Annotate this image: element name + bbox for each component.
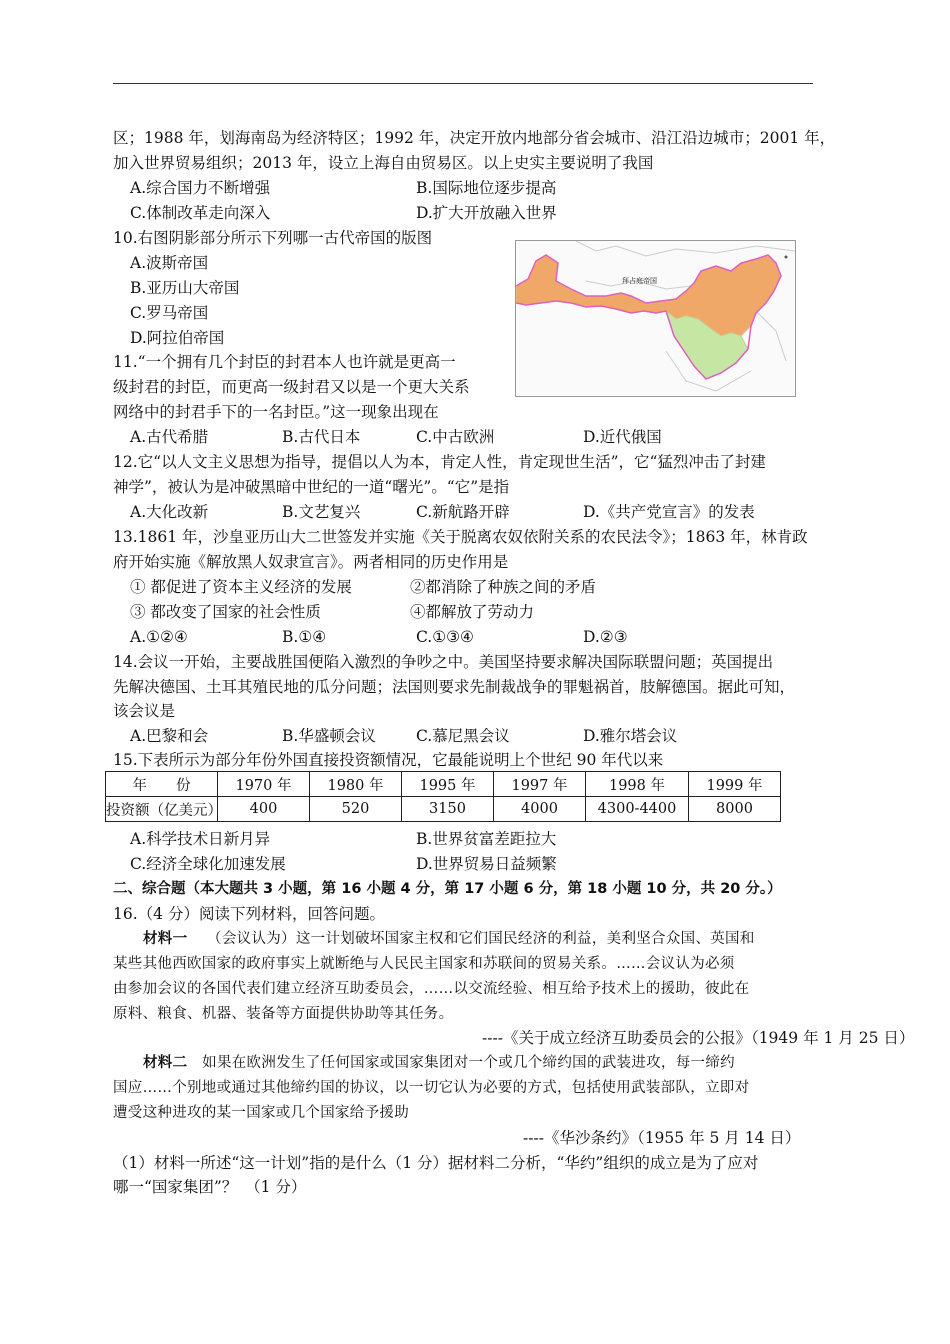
investment-table [105, 771, 781, 822]
table-cell: 8000 [689, 797, 781, 822]
table-header-cell: 1997 年 [494, 772, 586, 797]
table-cell: 400 [218, 797, 310, 822]
q9-line1: 区；1988 年，划海南岛为经济特区；1992 年，决定开放内地部分省会城市、沿江沿边城市；2001 年， [113, 129, 836, 147]
section-heading: 二、综合题（本大题共 3 小题，第 16 小题 4 分，第 17 小题 6 分，第 18 小题 10 分，共 20 分。） [113, 881, 782, 897]
table-header-cell: 1970 年 [218, 772, 310, 797]
table-cell: 投资额（亿美元） [106, 797, 218, 822]
q10-option-c: C.罗马帝国 [130, 304, 209, 322]
table-header-cell: 1999 年 [689, 772, 781, 797]
q10-option-d: D.阿拉伯帝国 [130, 329, 225, 347]
material-2-text: 如果在欧洲发生了任何国家或国家集团对一个或几个缔约国的武装进攻，每一缔约 [202, 1055, 735, 1071]
q16-question-line2: 哪一“国家集团”？ （1 分） [113, 1178, 307, 1196]
q9-line2: 加入世界贸易组织；2013 年，设立上海自由贸易区。以上史实主要说明了我国 [113, 154, 654, 172]
q9-option-a: A.综合国力不断增强 [130, 179, 271, 197]
map-label: 拜占庭帝国 [622, 277, 657, 285]
material-2-line3: 遭受这种进攻的某一国家或几个国家给予援助 [113, 1105, 409, 1121]
material-2-line1 [143, 1053, 735, 1073]
q10-option-a: A.波斯帝国 [130, 254, 209, 272]
q9-option-d: D.扩大开放融入世界 [416, 204, 557, 222]
q15-stem: 15.下表所示为部分年份外国直接投资额情况，它最能说明上个世纪 90 年代以来 [113, 751, 664, 769]
table-header-cell: 1995 年 [402, 772, 494, 797]
q13-option-d: D.②③ [583, 628, 628, 646]
q15-option-c: C.经济全球化加速发展 [130, 855, 286, 873]
q14-option-b: B.华盛顿会议 [282, 727, 376, 745]
q9-option-c: C.体制改革走向深入 [130, 204, 271, 222]
q11-option-b: B.古代日本 [282, 428, 361, 446]
q13-item-3: ③ 都改变了国家的社会性质 [130, 603, 321, 621]
q13-item-4: ④都解放了劳动力 [410, 603, 535, 621]
q9-option-b: B.国际地位逐步提高 [416, 179, 557, 197]
material-1-label: 材料一 [143, 931, 188, 947]
q15-option-a: A.科学技术日新月异 [130, 830, 271, 848]
q15-option-b: B.世界贫富差距拉大 [416, 830, 557, 848]
q15-option-d: D.世界贸易日益频繁 [416, 855, 557, 873]
material-2-line2: 国应……个别地或通过其他缔约国的协议，以一切它认为必要的方式，包括使用武装部队，立即对 [113, 1080, 750, 1096]
q10-stem: 10.右图阴影部分所示下列哪一古代帝国的版图 [113, 229, 433, 247]
material-1-source: ----《关于成立经济互助委员会的公报》（1949 年 1 月 25 日） [482, 1029, 915, 1047]
q11-line2: 级封君的封臣，而更高一级封君又以是一个更大关系 [113, 378, 470, 396]
q13-option-a: A.①②④ [130, 628, 188, 646]
q12-option-d: D.《共产党宣言》的发表 [583, 503, 755, 521]
table-header-row [106, 772, 781, 797]
q12-line1: 12.它“以人文主义思想为指导，提倡以人为本，肯定人性，肯定现世生活”，它“猛烈冲击了封建 [113, 453, 766, 471]
table-header-cell: 年 份 [106, 772, 218, 797]
q14-line1: 14.会议一开始，主要战胜国便陷入激烈的争吵之中。美国坚持要求解决国际联盟问题；英国提出 [113, 653, 774, 671]
table-cell: 4000 [494, 797, 586, 822]
q16-stem: 16.（4 分）阅读下列材料，回答问题。 [113, 905, 385, 923]
table-cell: 520 [310, 797, 402, 822]
material-1-text: （会议认为）这一计划破坏国家主权和它们国民经济的利益，美利坚合众国、英国和 [207, 931, 755, 947]
q13-option-b: B.①④ [282, 628, 327, 646]
table-row [106, 797, 781, 822]
material-1-line3: 由参加会议的各国代表们建立经济互助委员会，……以交流经验、相互给予技术上的援助，彼此在 [113, 981, 750, 997]
empire-map-svg [516, 241, 795, 396]
q11-option-d: D.近代俄国 [583, 428, 662, 446]
q12-line2: 神学”，被认为是冲破黑暗中世纪的一道“曙光”。“它”是指 [113, 478, 510, 496]
q14-option-d: D.雅尔塔会议 [583, 727, 678, 745]
q12-option-c: C.新航路开辟 [416, 503, 510, 521]
q11-option-c: C.中古欧洲 [416, 428, 495, 446]
material-1-line2: 某些其他西欧国家的政府事实上就断绝与人民民主国家和苏联间的贸易关系。……会议认为必须 [113, 956, 735, 972]
q12-option-a: A.大化改新 [130, 503, 209, 521]
q13-option-c: C.①③④ [416, 628, 474, 646]
q13-item-1: ① 都促进了资本主义经济的发展 [130, 578, 352, 596]
q10-option-b: B.亚历山大帝国 [130, 279, 240, 297]
table-header-cell: 1980 年 [310, 772, 402, 797]
q11-option-a: A.古代希腊 [130, 428, 209, 446]
table-cell: 3150 [402, 797, 494, 822]
q11-line1: 11.“一个拥有几个封臣的封君本人也许就是更高一 [113, 353, 456, 371]
q13-line2: 府开始实施《解放黑人奴隶宣言》。两者相同的历史作用是 [113, 553, 509, 571]
q13-line1: 13.1861 年，沙皇亚历山大二世签发并实施《关于脱离农奴依附关系的农民法令》；1863 年，林肯政 [113, 528, 808, 546]
q14-line3: 该会议是 [113, 702, 176, 720]
header-rule [113, 83, 813, 84]
material-1-line4: 原料、粮食、机器、装备等方面提供协助等其任务。 [113, 1006, 454, 1022]
material-2-source: ----《华沙条约》（1955 年 5 月 14 日） [523, 1129, 801, 1147]
q14-option-c: C.慕尼黑会议 [416, 727, 510, 745]
material-1-line1 [143, 929, 755, 949]
q13-item-2: ②都消除了种族之间的矛盾 [410, 578, 597, 596]
q16-question-line1: （1）材料一所述“这一计划”指的是什么（1 分）据材料二分析，“华约”组织的成立是为了应对 [113, 1154, 759, 1172]
table-cell: 4300-4400 [586, 797, 689, 822]
empire-map [515, 240, 796, 397]
q14-line2: 先解决德国、土耳其殖民地的瓜分问题；法国则要求先制裁战争的罪魁祸首，肢解德国。据此可知， [113, 678, 796, 696]
q14-option-a: A.巴黎和会 [130, 727, 209, 745]
q12-option-b: B.文艺复兴 [282, 503, 361, 521]
q11-line3: 网络中的封君手下的一名封臣。”这一现象出现在 [113, 403, 439, 421]
table-header-cell: 1998 年 [586, 772, 689, 797]
material-2-label: 材料二 [143, 1055, 188, 1071]
